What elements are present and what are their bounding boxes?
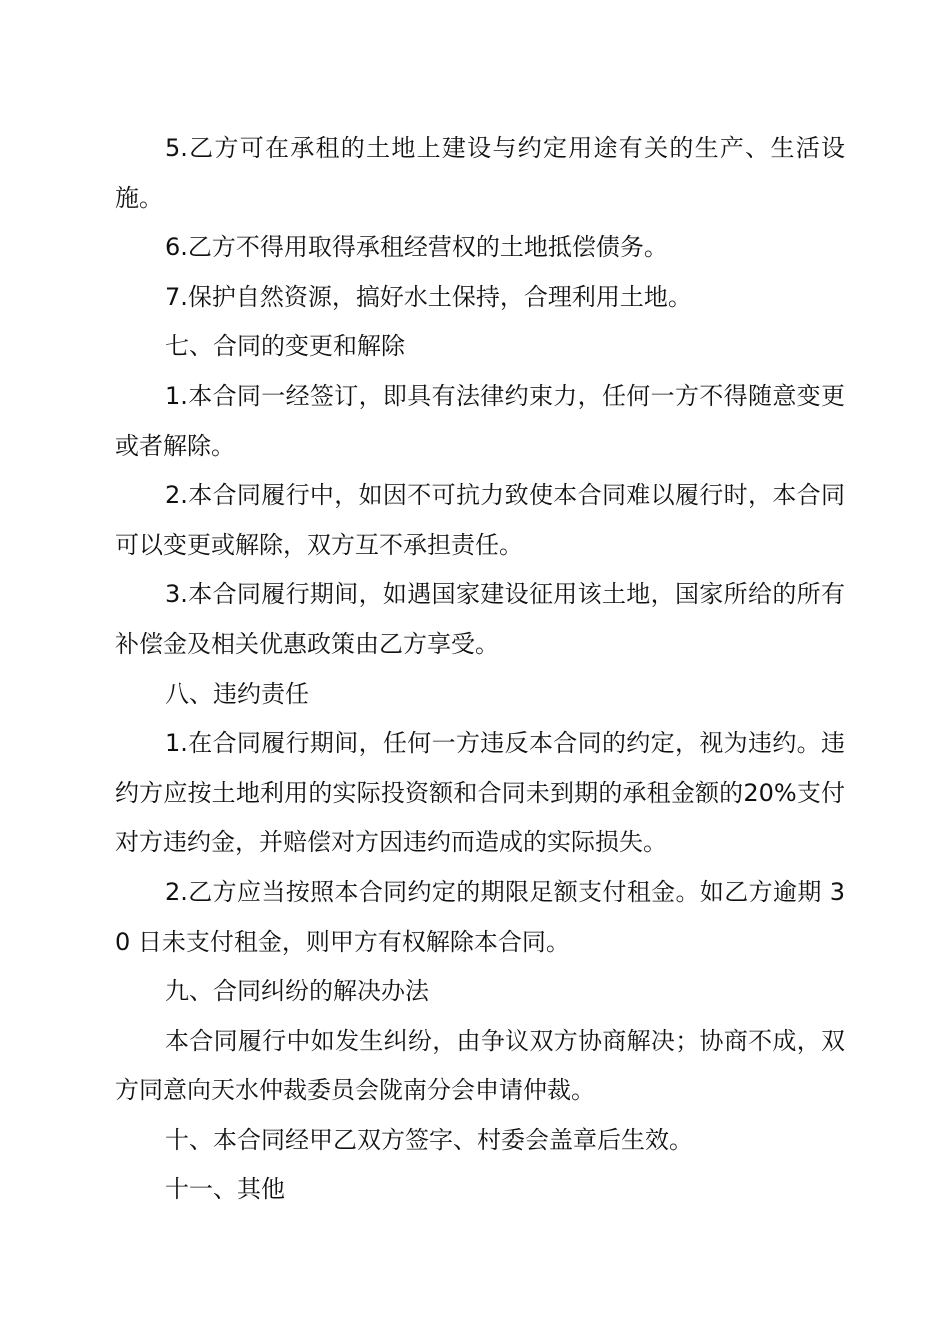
section-8-heading: 八、违约责任 (165, 679, 309, 708)
section-7-item-3: 3.本合同履行期间，如遇国家建设征用该土地，国家所给的所有补偿金及相关优惠政策由乙方享受。 (115, 580, 845, 658)
clause-7-protect-resources: 7.保护自然资源，搞好水土保持，合理利用土地。 (165, 282, 692, 311)
clause-5-facilities: 5.乙方可在承租的土地上建设与约定用途有关的生产、生活设施。 (115, 134, 845, 212)
section-7-item-1: 1.本合同一经签订，即具有法律约束力，任何一方不得随意变更或者解除。 (115, 381, 845, 460)
section-8-item-2: 2.乙方应当按照本合同约定的期限足额支付租金。如乙方逾期 30 日未支付租金，则甲方有权解除本合同。 (115, 877, 845, 956)
clause-6-no-debt-offset: 6.乙方不得用取得承租经营权的土地抵偿债务。 (165, 233, 668, 262)
section-9-body: 本合同履行中如发生纠纷，由争议双方协商解决；协商不成，双方同意向天水仲裁委员会陇南分会申请仲裁。 (115, 1026, 845, 1105)
section-7-heading: 七、合同的变更和解除 (165, 332, 405, 361)
section-8-item-1: 1.在合同履行期间，任何一方违反本合同的约定，视为违约。违约方应按土地利用的实际投资额和合同未到期的承租金额的20%支付对方违约金，并赔偿对方因违约而造成的实际损失。 (115, 729, 845, 857)
section-7-item-2: 2.本合同履行中，如因不可抗力致使本合同难以履行时，本合同可以变更或解除，双方互不承担责任。 (115, 481, 845, 559)
document-page (115, 124, 845, 1215)
section-10-effective: 十、本合同经甲乙双方签字、村委会盖章后生效。 (165, 1125, 693, 1154)
section-9-heading: 九、合同纠纷的解决办法 (165, 977, 429, 1006)
section-11-heading: 十一、其他 (165, 1175, 285, 1204)
